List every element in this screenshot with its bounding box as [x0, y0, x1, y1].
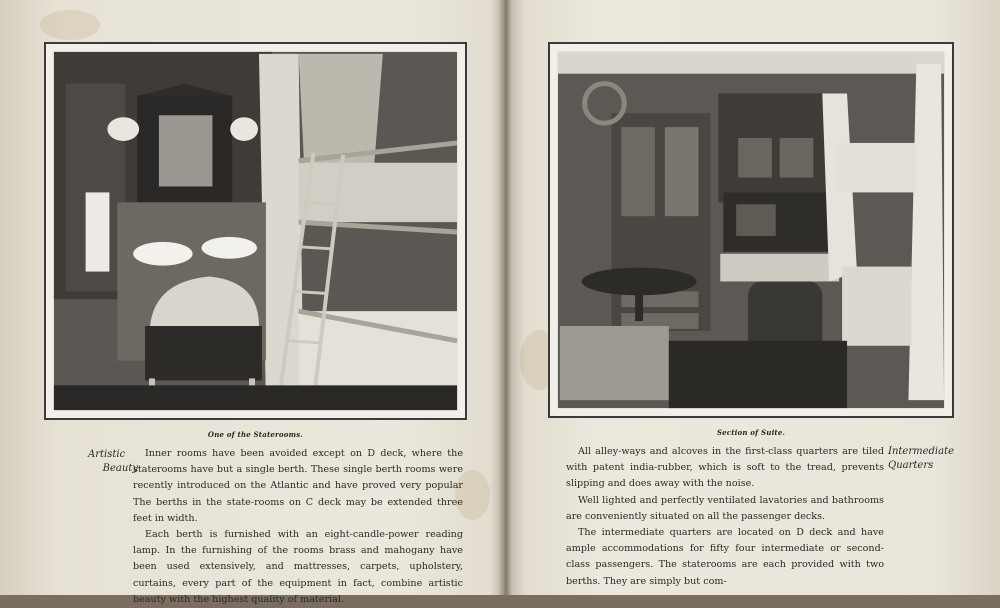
right-page-body	[566, 444, 884, 590]
photo-caption: Section of Suite.	[716, 428, 786, 437]
margin-note-line: Artistic	[88, 449, 126, 460]
paragraph: The intermediate quarters are located on D deck and have ample accommodations for fifty four intermediate or second-class passengers. The staterooms are each provided with two berths. They are simply but com-	[566, 527, 884, 587]
paragraph: Inner rooms have been avoided except on D deck, where the staterooms have but a single berth. These single berth rooms were recently introduced on the Atlantic and have proved very popular The berths in the state-rooms on C deck may be extended three feet in width.	[133, 448, 463, 524]
stateroom-photo	[44, 42, 467, 420]
margin-note-intermediate-quarters	[888, 445, 978, 473]
paragraph: All alley-ways and alcoves in the first-class quarters are tiled with patent india-rubber, which is soft to the tread, prevents slipping and does away with the noise.	[566, 446, 884, 490]
book-gutter	[498, 0, 512, 595]
margin-note-line: Intermediate	[888, 446, 955, 457]
photo-caption: One of the Staterooms.	[207, 430, 304, 439]
water-stain	[40, 10, 100, 40]
paragraph: Well lighted and perfectly ventilated lavatories and bathrooms are conveniently situated on all the passenger decks.	[566, 494, 884, 522]
margin-note-line: Beauty	[102, 463, 138, 474]
suite-photo	[548, 42, 954, 418]
margin-note-artistic-beauty	[88, 448, 138, 476]
paragraph: Each berth is furnished with an eight-candle-power reading lamp. In the furnishing of the rooms brass and mahogany have been used extensively, and mattresses, carpets, upholstery, curtains, every part of the equipment in fact, combine artistic beauty with the highest quality of material.	[133, 529, 463, 605]
margin-note-line: Quarters	[888, 460, 934, 471]
left-page-body	[133, 446, 463, 608]
